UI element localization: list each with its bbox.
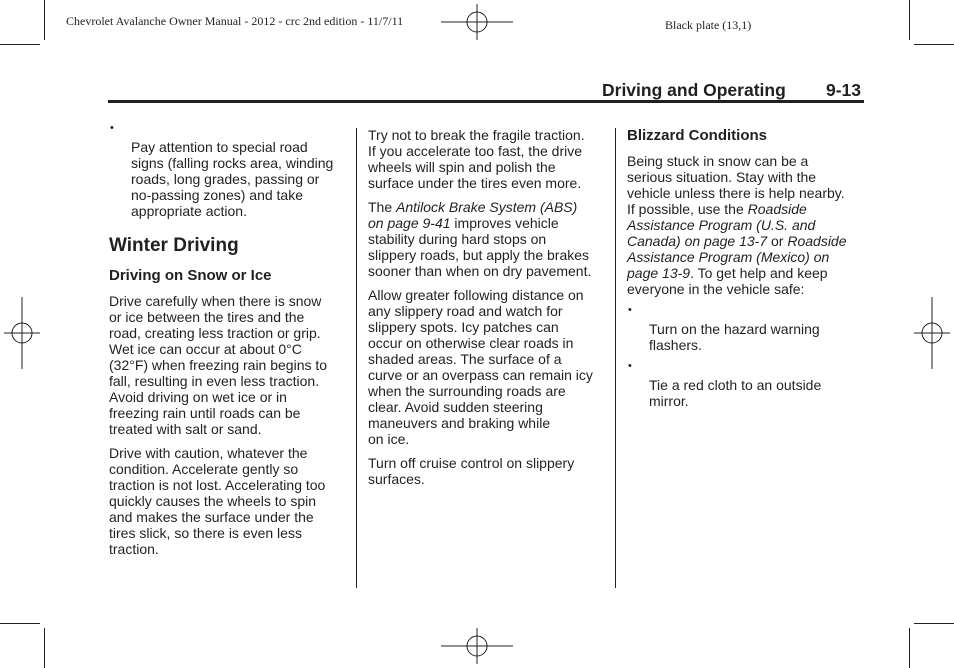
bullet-marker: • bbox=[628, 304, 632, 316]
paragraph bbox=[368, 199, 608, 279]
registration-mark-top-icon bbox=[441, 4, 513, 40]
text-run: Being stuck in snow can be a serious situation. Stay with the vehicle unless there is help nearby. If possible, use the bbox=[627, 153, 845, 217]
crop-mark-top-left-v bbox=[44, 0, 45, 40]
crop-mark-bottom-left-h bbox=[0, 623, 40, 624]
crop-mark-top-left-h bbox=[0, 44, 40, 45]
paragraph bbox=[627, 153, 867, 297]
list-item-text: Tie a red cloth to an outside mirror. bbox=[649, 377, 822, 409]
crop-mark-bottom-right-h bbox=[914, 623, 954, 624]
list-item-text: Pay attention to special road signs (falling rocks area, winding roads, long grades, passing or no-passing zones) and take appropriate action. bbox=[131, 139, 334, 219]
column-divider bbox=[615, 128, 616, 588]
registration-mark-left-icon bbox=[4, 297, 40, 369]
subsection-heading: Blizzard Conditions bbox=[627, 127, 767, 144]
bullet-marker: • bbox=[110, 122, 114, 134]
bullet-marker: • bbox=[628, 360, 632, 372]
cross-reference-link[interactable]: Roadside Assistance Program (Mexico) on page 13-9 bbox=[627, 233, 847, 281]
header-rule bbox=[108, 100, 864, 103]
manual-info: Chevrolet Avalanche Owner Manual - 2012 - crc 2nd edition - 11/7/11 bbox=[66, 14, 404, 28]
paragraph: Try not to break the fragile traction. If you accelerate too fast, the drive wheels will spin and polish the surface under the tires even more. bbox=[368, 127, 585, 191]
page-number: 9-13 bbox=[826, 80, 862, 100]
subsection-heading: Driving on Snow or Ice bbox=[109, 267, 272, 284]
list-item bbox=[627, 361, 867, 409]
list-item bbox=[109, 123, 349, 219]
column-divider bbox=[356, 128, 357, 588]
column-2 bbox=[368, 127, 608, 495]
paragraph: Drive carefully when there is snow or ice between the tires and the road, creating less traction or grip. Wet ice can occur at about 0°C (32°F) when freezing rain begins to fall, resulting in even less traction. Avoid driving on wet ice or in freezing rain until roads can be treated with salt or sand. bbox=[109, 293, 328, 437]
text-run: improves vehicle stability during hard stops on slippery roads, but apply the brakes sooner than when on dry pavement. bbox=[368, 215, 592, 279]
column-3 bbox=[627, 127, 867, 417]
crop-mark-top-right-v bbox=[909, 0, 910, 40]
registration-mark-bottom-icon bbox=[441, 628, 513, 664]
section-title: Driving and Operating bbox=[602, 80, 786, 100]
text-run: or bbox=[767, 233, 788, 249]
paragraph: Drive with caution, whatever the condition. Accelerate gently so traction is not lost. Accelerating too quickly causes the wheels to spin and makes the surface under the tires slick, so there is even less traction. bbox=[109, 445, 326, 557]
plate-label: Black plate (13,1) bbox=[665, 18, 752, 32]
text-run: The bbox=[368, 199, 397, 215]
paragraph: Allow greater following distance on any slippery road and watch for slippery spots. Icy patches can occur on otherwise clear roads in shaded areas. The surface of a curve or an overpass can remain icy when the surrounding roads are clear. Avoid sudden steering maneuvers and braking while on ice. bbox=[368, 287, 593, 447]
crop-mark-top-right-h bbox=[914, 44, 954, 45]
crop-mark-bottom-right-v bbox=[909, 628, 910, 668]
registration-mark-right-icon bbox=[914, 297, 950, 369]
crop-mark-bottom-left-v bbox=[44, 628, 45, 668]
list-item bbox=[627, 305, 867, 353]
cross-reference-link[interactable]: Roadside Assistance Program (U.S. and Canada) on page 13-7 bbox=[627, 201, 816, 249]
text-run: . To get help and keep everyone in the vehicle safe: bbox=[627, 265, 828, 297]
cross-reference-link[interactable]: Antilock Brake System (ABS) on page 9-41 bbox=[368, 199, 578, 231]
list-item-text: Turn on the hazard warning flashers. bbox=[649, 321, 820, 353]
column-1 bbox=[109, 123, 349, 565]
section-heading: Winter Driving bbox=[109, 235, 239, 256]
paragraph: Turn off cruise control on slippery surfaces. bbox=[368, 455, 575, 487]
